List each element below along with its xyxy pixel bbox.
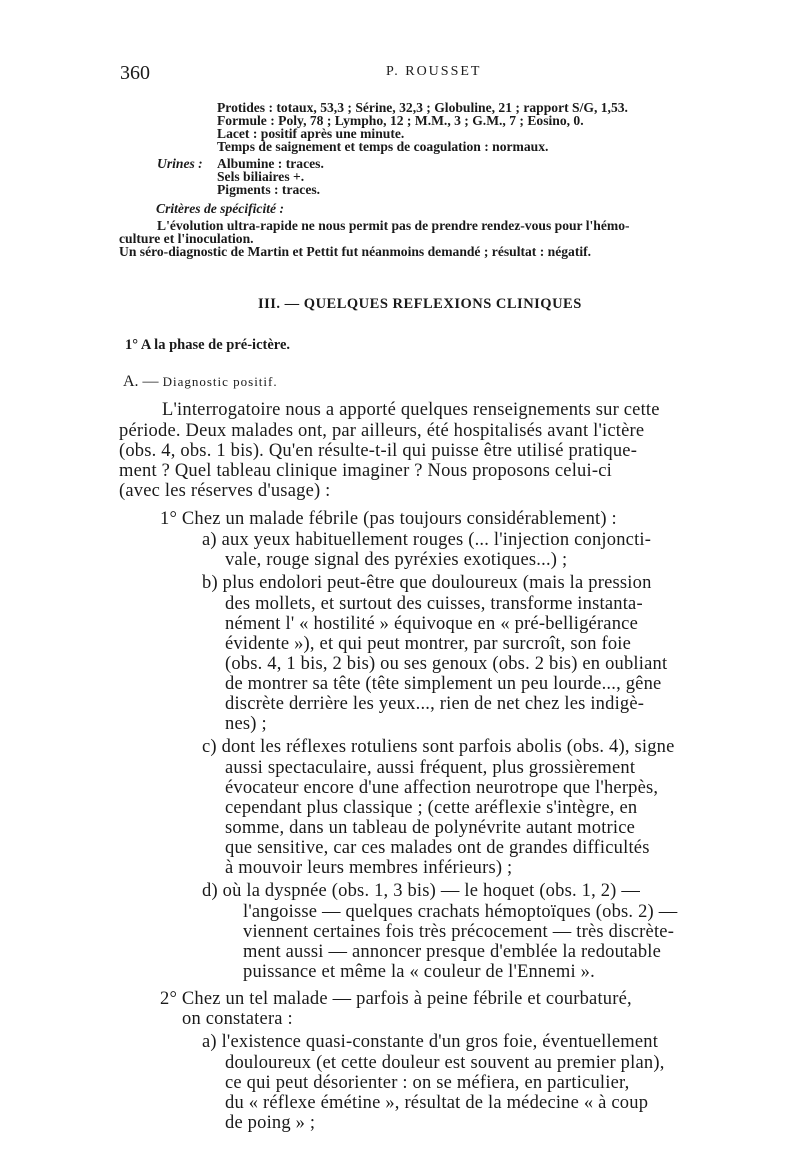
body-line: de montrer sa tête (tête simplement un peu lourde..., gêne — [225, 674, 662, 694]
body-line: douloureux (et cette douleur est souvent au premier plan), — [225, 1053, 665, 1073]
body-line: nément l' « hostilité » équivoque en « pré-belligérance — [225, 614, 638, 634]
body-line: cependant plus classique ; (cette aréflexie s'intègre, en — [225, 798, 638, 818]
body-line: viennent certaines fois très précocement — très discrète- — [243, 922, 675, 942]
urines-item: Albumine : traces. — [217, 156, 324, 171]
criteria-line: L'évolution ultra-rapide ne nous permit pas de prendre rendez-vous pour l'hémo- — [157, 218, 630, 233]
phase-heading: 1° A la phase de pré-ictère. — [125, 337, 291, 353]
body-line: a) l'existence quasi-constante d'un gros foie, éventuellement — [202, 1032, 659, 1052]
criteria-line: Un séro-diagnostic de Martin et Pettit fut néanmoins demandé ; résultat : négatif. — [119, 244, 592, 259]
body-line: ce qui peut désorienter : on se méfiera, en particulier, — [225, 1073, 630, 1093]
body-line: évidente »), et qui peut montrer, par surcroît, son foie — [225, 634, 632, 654]
body-line: du « réflexe émétine », résultat de la médecine « à coup — [225, 1093, 649, 1113]
body-line: 1° Chez un malade fébrile (pas toujours considérablement) : — [160, 509, 617, 529]
lab-result-line: Protides : totaux, 53,3 ; Sérine, 32,3 ; Globuline, 21 ; rapport S/G, 1,53. — [217, 100, 628, 115]
body-line: d) où la dyspnée (obs. 1, 3 bis) — le hoquet (obs. 1, 2) — — [202, 881, 641, 901]
body-line: ment ? Quel tableau clinique imaginer ? Nous proposons celui-ci — [119, 461, 612, 481]
body-line: L'interrogatoire nous a apporté quelques renseignements sur cette — [162, 400, 660, 420]
subsection-title: Diagnostic positif. — [162, 374, 278, 389]
body-line: évocateur encore d'une affection neurotrope que l'herpès, — [225, 778, 659, 798]
body-line: discrète derrière les yeux..., rien de net chez les indigè- — [225, 694, 645, 714]
body-line: aussi spectaculaire, aussi fréquent, plus grossièrement — [225, 758, 636, 778]
urines-label: Urines : — [157, 156, 203, 171]
body-line: période. Deux malades ont, par ailleurs, été hospitalisés avant l'ictère — [119, 421, 645, 441]
body-line: des mollets, et surtout des cuisses, transforme instanta- — [225, 594, 643, 614]
body-line: on constatera : — [182, 1009, 293, 1029]
page-number: 360 — [120, 62, 150, 84]
body-line: que sensitive, car ces malades ont de grandes difficultés — [225, 838, 650, 858]
body-line: (obs. 4, 1 bis, 2 bis) ou ses genoux (obs. 2 bis) en oubliant — [225, 654, 668, 674]
lab-result-line: Temps de saignement et temps de coagulation : normaux. — [217, 139, 549, 154]
body-line: a) aux yeux habituellement rouges (... l'injection conjoncti- — [202, 530, 652, 550]
body-line: b) plus endolori peut-être que douloureux (mais la pression — [202, 573, 652, 593]
urines-item: Sels biliaires +. — [217, 169, 305, 184]
body-line: ment aussi — annoncer presque d'emblée la redoutable — [243, 942, 662, 962]
section-title: III. — QUELQUES REFLEXIONS CLINIQUES — [258, 296, 582, 312]
body-line: vale, rouge signal des pyréxies exotiques...) ; — [225, 550, 568, 570]
lab-result-line: Formule : Poly, 78 ; Lympho, 12 ; M.M., 3 ; G.M., 7 ; Eosino, 0. — [217, 113, 584, 128]
subsection-prefix: A. — — [123, 373, 163, 390]
subsection-heading — [123, 373, 278, 391]
body-line: puissance et même la « couleur de l'Ennemi ». — [243, 962, 595, 982]
body-line: nes) ; — [225, 714, 267, 734]
running-head: P. ROUSSET — [386, 64, 482, 79]
lab-result-line: Lacet : positif après une minute. — [217, 126, 405, 141]
urines-item: Pigments : traces. — [217, 182, 321, 197]
body-line: de poing » ; — [225, 1113, 316, 1133]
criteria-line: culture et l'inoculation. — [119, 231, 254, 246]
body-line: 2° Chez un tel malade — parfois à peine fébrile et courbaturé, — [160, 989, 632, 1009]
body-line: à mouvoir leurs membres inférieurs) ; — [225, 858, 513, 878]
body-line: (avec les réserves d'usage) : — [119, 481, 331, 501]
body-line: l'angoisse — quelques crachats hémoptoïques (obs. 2) — — [243, 902, 678, 922]
body-line: c) dont les réflexes rotuliens sont parfois abolis (obs. 4), signe — [202, 737, 675, 757]
body-line: (obs. 4, obs. 1 bis). Qu'en résulte-t-il qui puisse être utilisé pratique- — [119, 441, 638, 461]
criteria-label: Critères de spécificité : — [156, 201, 284, 216]
body-line: somme, dans un tableau de polynévrite autant motrice — [225, 818, 636, 838]
